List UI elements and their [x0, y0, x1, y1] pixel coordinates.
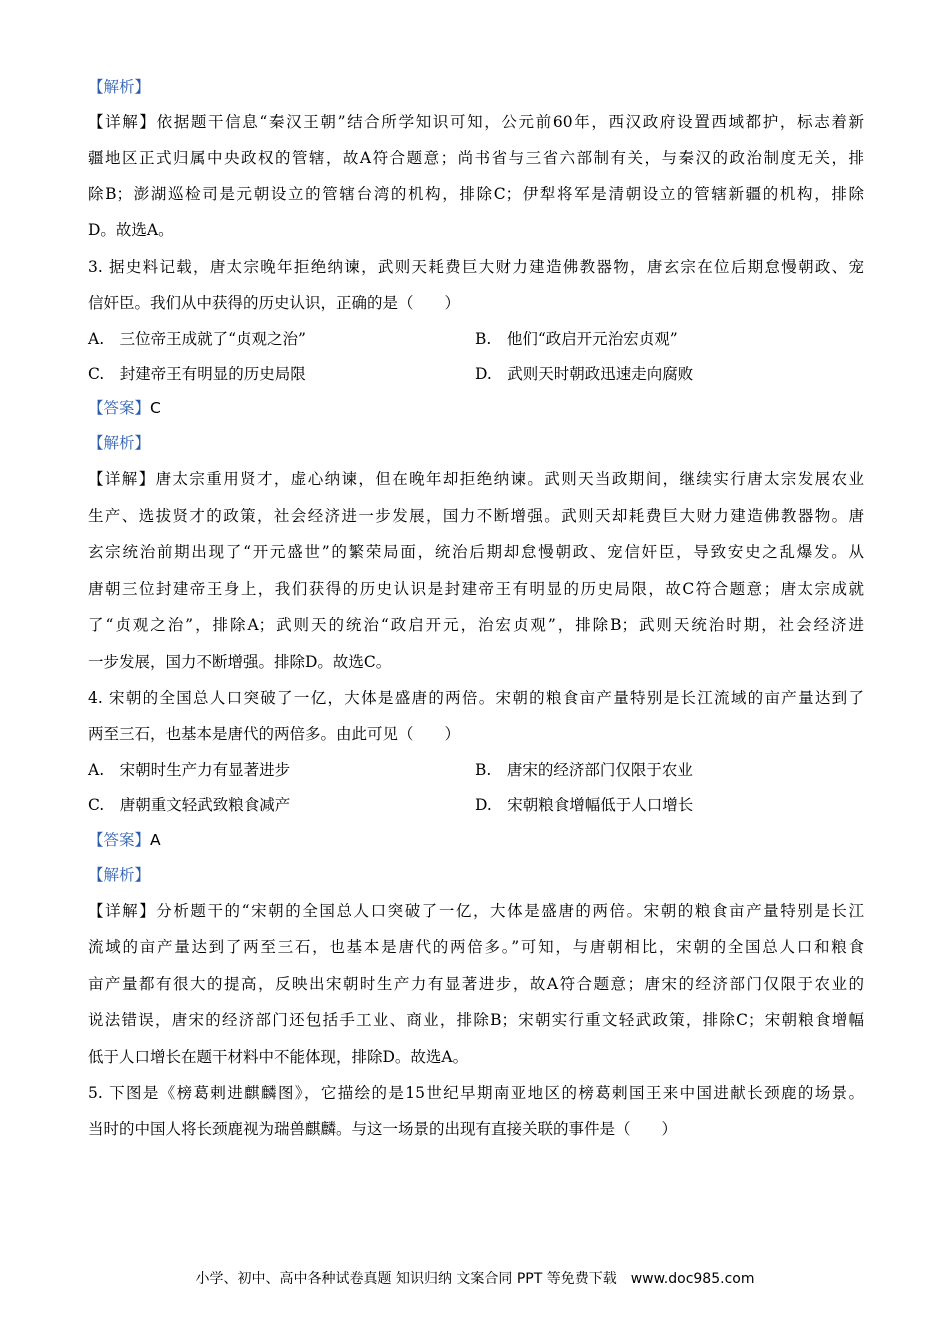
- q4-detail-line: 亩产量都有很大的提高，反映出宋朝时生产力有显著进步，故A符合题意；唐宋的经济部门仅限于农业的: [88, 975, 864, 993]
- q4-stem-line: 4. 宋朝的全国总人口突破了一亿，大体是盛唐的两倍。宋朝的粮食亩产量特别是长江流域的亩产量达到了: [88, 689, 864, 707]
- q4-detail-line: 低于人口增长在题干材料中不能体现，排除D。故选A。: [88, 1048, 469, 1066]
- q4-detail-line: 流域的亩产量达到了两至三石，也基本是唐代的两倍多。”可知，与唐朝相比，宋朝的全国总人口和粮食: [88, 938, 864, 956]
- q2-detail-line: D。故选A。: [88, 221, 174, 239]
- q3-analysis-tag: 【解析】: [88, 434, 151, 452]
- q2-analysis-tag: 【解析】: [88, 78, 151, 96]
- q3-detail-line: 唐朝三位封建帝王身上，我们获得的历史认识是封建帝王有明显的历史局限，故C符合题意；唐太宗成就: [88, 580, 864, 598]
- q4-option-a: A. 宋朝时生产力有显著进步: [88, 761, 291, 779]
- q3-detail-line: 生产、选拔贤才的政策，社会经济进一步发展，国力不断增强。武则天却耗费巨大财力建造佛教器物。唐: [88, 507, 864, 525]
- q4-option-d: D. 宋朝粮食增幅低于人口增长: [475, 796, 694, 814]
- q4-answer: 【答案】A: [88, 831, 161, 849]
- q3-detail-line: 玄宗统治前期出现了“开元盛世”的繁荣局面，统治后期却怠慢朝政、宠信奸臣，导致安史之乱爆发。从: [88, 543, 864, 561]
- q2-detail-line: 【详解】依据题干信息“秦汉王朝”结合所学知识可知，公元前60年，西汉政府设置西域都护，标志着新: [88, 113, 864, 131]
- q4-detail-line: 说法错误，唐宋的经济部门还包括手工业、商业，排除B；宋朝实行重文轻武政策，排除C；宋朝粮食增幅: [88, 1011, 864, 1029]
- q4-stem-line: 两至三石，也基本是唐代的两倍多。由此可见（ ）: [88, 725, 461, 743]
- q3-detail-line: 了“贞观之治”，排除A；武则天的统治“政启开元，治宏贞观”，排除B；武则天统治时期，社会经济进: [88, 616, 864, 634]
- q2-detail-line: 除B；澎湖巡检司是元朝设立的管辖台湾的机构，排除C；伊犁将军是清朝设立的管辖新疆的机构，排除: [88, 185, 864, 203]
- q4-detail-line: 【详解】分析题干的“宋朝的全国总人口突破了一亿，大体是盛唐的两倍。宋朝的粮食亩产量特别是长江: [88, 902, 864, 920]
- page-footer: 小学、初中、高中各种试卷真题 知识归纳 文案合同 PPT 等免费下载 www.doc985.com: [195, 1271, 755, 1287]
- q4-option-c: C. 唐朝重文轻武致粮食减产: [88, 796, 291, 814]
- q3-stem-line: 信奸臣。我们从中获得的历史认识，正确的是（ ）: [88, 294, 461, 312]
- q5-stem-line: 5. 下图是《榜葛剌进麒麟图》，它描绘的是15世纪早期南亚地区的榜葛剌国王来中国进献长颈鹿的场景。: [88, 1084, 864, 1102]
- q4-analysis-tag: 【解析】: [88, 866, 151, 884]
- q3-option-a: A. 三位帝王成就了“贞观之治”: [88, 330, 306, 348]
- q4-option-b: B. 唐宋的经济部门仅限于农业: [475, 761, 693, 779]
- q3-detail-line: 一步发展，国力不断增强。排除D。故选C。: [88, 653, 392, 671]
- q2-detail-line: 疆地区正式归属中央政权的管辖，故A符合题意；尚书省与三省六部制有关，与秦汉的政治制度无关，排: [88, 149, 864, 167]
- q3-option-c: C. 封建帝王有明显的历史局限: [88, 365, 306, 383]
- q3-option-d: D. 武则天时朝政迅速走向腐败: [475, 365, 694, 383]
- q3-detail-line: 【详解】唐太宗重用贤才，虚心纳谏，但在晚年却拒绝纳谏。武则天当政期间，继续实行唐太宗发展农业: [88, 470, 864, 488]
- q3-option-b: B. 他们“政启开元治宏贞观”: [475, 330, 678, 348]
- q3-answer: 【答案】C: [88, 399, 161, 417]
- q3-stem-line: 3. 据史料记载，唐太宗晚年拒绝纳谏，武则天耗费巨大财力建造佛教器物，唐玄宗在位后期怠慢朝政、宠: [88, 258, 864, 276]
- q5-stem-line: 当时的中国人将长颈鹿视为瑞兽麒麟。与这一场景的出现有直接关联的事件是（ ）: [88, 1120, 678, 1138]
